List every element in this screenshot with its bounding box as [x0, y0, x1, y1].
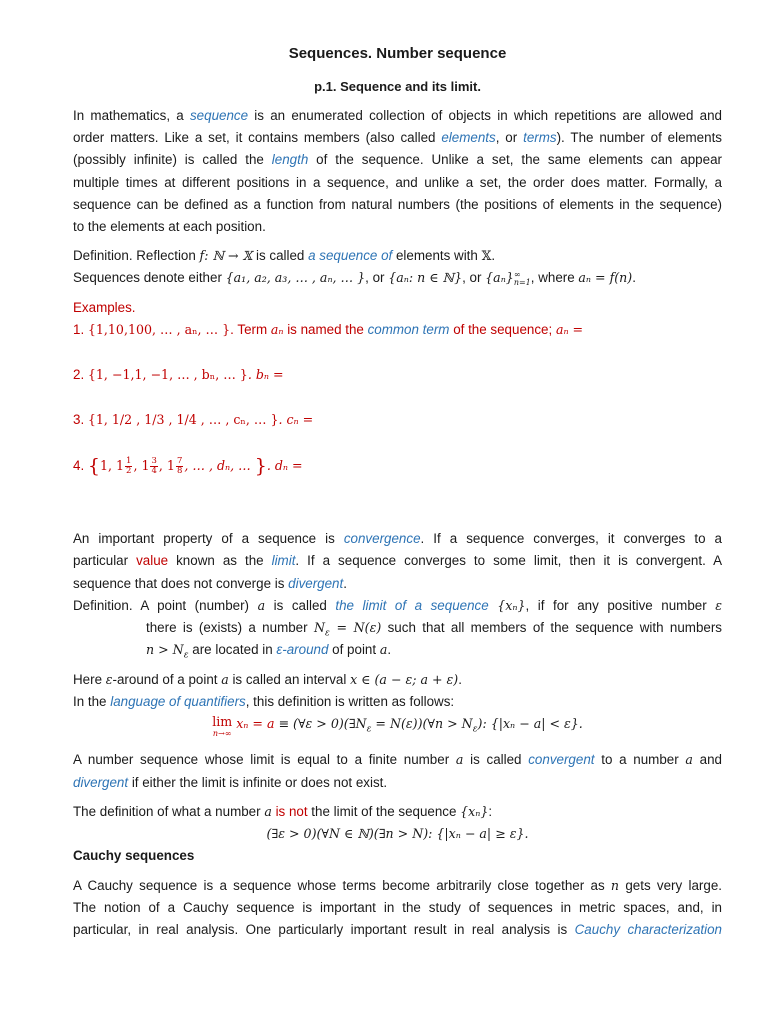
sequence-term-link: sequence	[189, 108, 249, 123]
convergence-link: convergence	[343, 531, 421, 546]
quantifiers-link: language of quantifiers	[110, 694, 246, 709]
convergent-link: convergent	[528, 752, 595, 767]
limit-definition-line-2: there is (exists) a number $N_\varepsilon = N(\varepsilon)$ such that all members of the sequence with numbers	[146, 620, 723, 639]
definition-reflection: Definition. Reflection f: ℕ → 𝕏 is called a sequence of elements with 𝕏.	[73, 248, 496, 263]
elements-term-link: elements	[441, 130, 496, 145]
epsilon-neighborhood: Here ε-around of a point a is called an interval x ∈ (a − ε; a + ε).	[73, 672, 462, 687]
divergent-def-link: divergent	[73, 775, 129, 790]
intro-line-3: (possibly infinite) is called the length of the sequence. Unlike a set, the same elements can appear	[73, 152, 722, 167]
cauchy-characterization-link: Cauchy characterization	[574, 922, 722, 937]
terms-term-link: terms	[523, 130, 557, 145]
convergence-line-2: particular value known as the limit. If a sequence converges to some limit, then it is convergent. A	[73, 553, 722, 568]
examples-heading: Examples.	[73, 300, 136, 315]
cauchy-line-2: The notion of a Cauchy sequence is important in the study of sequences in metric spaces, and, in	[73, 900, 722, 915]
intro-line-6: to the elements at each position.	[73, 219, 266, 234]
example-3: 3. {1, 1/2 , 1/3 , 1/4 , … , cₙ, … }. cₙ =	[73, 412, 314, 427]
epsilon-around-link: ε-around	[276, 642, 329, 657]
intro-line-4: multiple times at different positions in a sequence, and unlike a set, the order does matter. Formally, a	[73, 175, 722, 190]
divergent-link: divergent	[288, 576, 344, 591]
not-limit-formula: (∃ε > 0)(∀N ∈ ℕ)(∃n > N): {|xₙ − a| ≥ ε}.	[266, 826, 529, 841]
sequence-of-link: a sequence of	[308, 248, 393, 263]
limit-definition-line-3: $n > N_\varepsilon$ are located in ε-around of point a.	[146, 642, 392, 661]
intro-line-2: order matters. Like a set, it contains members (also called elements, or terms). The number of elements	[73, 130, 722, 145]
intro-line-5: sequence can be defined as a function from natural numbers (the positions of elements in the sequence)	[73, 197, 722, 212]
common-term-link: common term	[367, 322, 450, 337]
intro-line-1: In mathematics, a sequence is an enumerated collection of objects in which repetitions are allowed and	[73, 108, 722, 123]
example-2: 2. {1, −1,1, −1, … , bₙ, … }. bₙ =	[73, 367, 284, 382]
example-4: 4. {1, 1 $\frac{1}{2}$ , 1 $\frac{3}{4}$ , 1 $\frac{7}{8}$ , … , dₙ, … }. dₙ =	[73, 455, 303, 477]
sequence-notation: Sequences denote either {a₁, a₂, a₃, … , aₙ, … }, or {aₙ: n ∈ ℕ}, or {aₙ} ∞ n=1 , where aₙ = f(n).	[73, 270, 636, 287]
length-term-link: length	[271, 152, 309, 167]
cauchy-line-1: A Cauchy sequence is a sequence whose terms become arbitrarily close together as n gets very large.	[73, 878, 722, 893]
limit-definition-line-1: Definition. A point (number) a is called the limit of a sequence {xₙ}, if for any positive number ε	[73, 598, 722, 613]
quantifier-intro: In the language of quantifiers, this definition is written as follows:	[73, 694, 455, 709]
convergent-definition-line-2: divergent if either the limit is infinite or does not exist.	[73, 775, 388, 790]
limit-formula: lim n→∞ xₙ = a ≡ (∀ε > $0)(\exists N_\varepsilon$ = N(ε))(∀n > $N_\varepsilon$): {|xₙ − a| < ε}.	[212, 714, 583, 738]
section-subtitle: p.1. Sequence and its limit.	[314, 79, 481, 94]
not-limit-definition: The definition of what a number a is not the limit of the sequence {xₙ}:	[73, 804, 493, 819]
convergent-definition-line-1: A number sequence whose limit is equal to a finite number a is called convergent to a number a and	[73, 752, 723, 767]
limit-link: limit	[271, 553, 296, 568]
convergence-line-1: An important property of a sequence is convergence. If a sequence converges, it converges to a	[73, 531, 722, 546]
convergence-line-3: sequence that does not converge is divergent.	[73, 576, 347, 591]
limit-of-sequence-link: the limit of a sequence	[335, 598, 489, 613]
cauchy-line-3: particular, in real analysis. One particularly important result in real analysis is Cauchy characterization	[73, 922, 722, 937]
page-title: Sequences. Number sequence	[288, 45, 507, 62]
cauchy-heading: Cauchy sequences	[73, 848, 195, 863]
example-1: 1. {1,10,100, … , aₙ, … }. Term aₙ is named the common term of the sequence; aₙ =	[73, 322, 584, 337]
